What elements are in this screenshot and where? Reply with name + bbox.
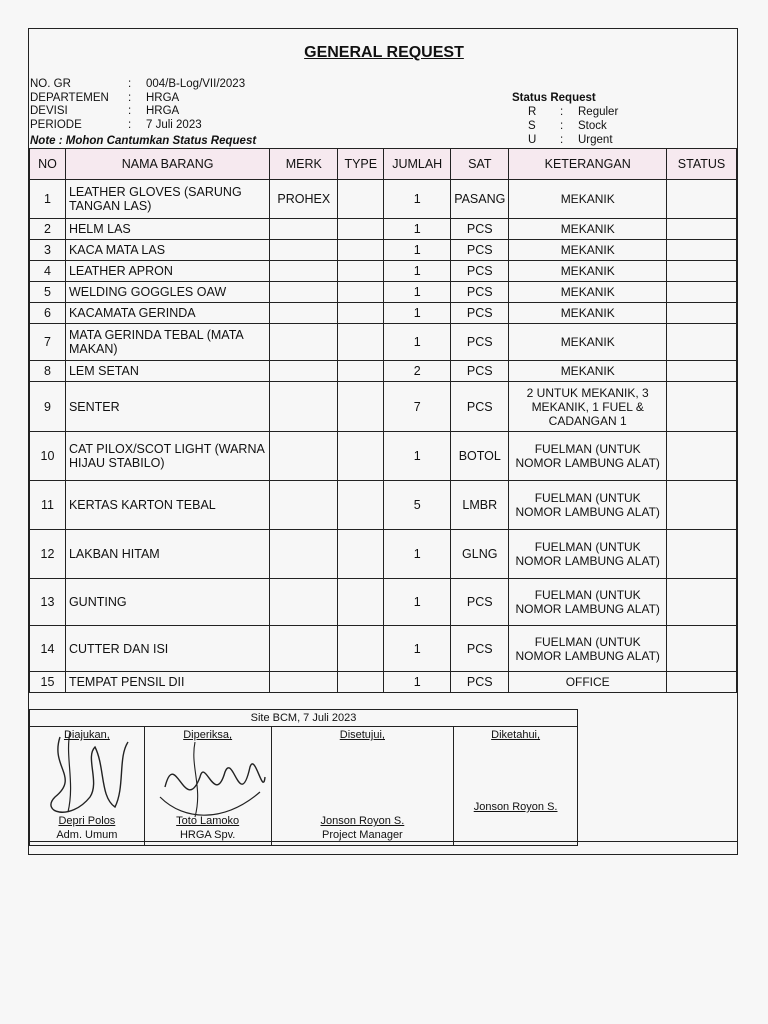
col-header-jumlah: JUMLAH (384, 149, 451, 180)
cell-nama-barang: LEATHER APRON (65, 261, 269, 282)
table-row (30, 303, 737, 324)
cell-no: 13 (30, 579, 66, 626)
col-header-sat: SAT (451, 149, 509, 180)
cell-no: 9 (30, 382, 66, 432)
cell-keterangan: MEKANIK (509, 303, 667, 324)
table-row (30, 382, 737, 432)
cell-nama-barang: CUTTER DAN ISI (65, 626, 269, 672)
note-text: Note : Mohon Cantumkan Status Request (30, 135, 257, 147)
cell-status (667, 361, 737, 382)
cell-no: 7 (30, 324, 66, 361)
cell-sat: PCS (451, 303, 509, 324)
cell-nama-barang: HELM LAS (65, 219, 269, 240)
status-option: U : Urgent (528, 134, 613, 146)
cell-no: 11 (30, 481, 66, 530)
cell-merk (270, 324, 338, 361)
cell-type (338, 481, 384, 530)
cell-nama-barang: WELDING GOGGLES OAW (65, 282, 269, 303)
cell-nama-barang: LEM SETAN (65, 361, 269, 382)
cell-keterangan: MEKANIK (509, 180, 667, 219)
cell-nama-barang: KACA MATA LAS (65, 240, 269, 261)
col-header-no: NO (30, 149, 66, 180)
cell-status (667, 324, 737, 361)
cell-no: 8 (30, 361, 66, 382)
cell-status (667, 180, 737, 219)
cell-nama-barang: KACAMATA GERINDA (65, 303, 269, 324)
cell-jumlah: 2 (384, 361, 451, 382)
cell-no: 3 (30, 240, 66, 261)
cell-type (338, 530, 384, 579)
table-row (30, 432, 737, 481)
cell-no: 1 (30, 180, 66, 219)
col-header-type: TYPE (338, 149, 384, 180)
signature-block-diketahui: Diketahui, Jonson Royon S. (454, 727, 578, 846)
table-row (30, 672, 737, 693)
cell-sat: PCS (451, 219, 509, 240)
cell-keterangan: FUELMAN (UNTUK NOMOR LAMBUNG ALAT) (509, 626, 667, 672)
cell-sat: BOTOL (451, 432, 509, 481)
cell-no: 10 (30, 432, 66, 481)
cell-merk (270, 219, 338, 240)
cell-jumlah: 7 (384, 382, 451, 432)
cell-keterangan: MEKANIK (509, 324, 667, 361)
cell-type (338, 282, 384, 303)
cell-sat: PCS (451, 579, 509, 626)
items-table (29, 148, 737, 693)
cell-type (338, 432, 384, 481)
col-header-status: STATUS (667, 149, 737, 180)
request-meta (30, 78, 245, 132)
cell-status (667, 530, 737, 579)
cell-jumlah: 1 (384, 240, 451, 261)
cell-merk (270, 579, 338, 626)
cell-jumlah: 1 (384, 579, 451, 626)
cell-type (338, 261, 384, 282)
signature-block-diajukan: Diajukan, Depri Polos Adm. Umum (30, 727, 145, 846)
cell-nama-barang: LAKBAN HITAM (65, 530, 269, 579)
table-row (30, 579, 737, 626)
table-row (30, 180, 737, 219)
cell-jumlah: 5 (384, 481, 451, 530)
cell-status (667, 672, 737, 693)
cell-type (338, 672, 384, 693)
cell-type (338, 180, 384, 219)
cell-nama-barang: LEATHER GLOVES (SARUNG TANGAN LAS) (65, 180, 269, 219)
cell-jumlah: 1 (384, 432, 451, 481)
cell-merk: PROHEX (270, 180, 338, 219)
table-row (30, 219, 737, 240)
table-row (30, 530, 737, 579)
cell-merk (270, 530, 338, 579)
cell-keterangan: FUELMAN (UNTUK NOMOR LAMBUNG ALAT) (509, 579, 667, 626)
cell-status (667, 240, 737, 261)
cell-status (667, 303, 737, 324)
table-row (30, 361, 737, 382)
cell-keterangan: MEKANIK (509, 219, 667, 240)
cell-nama-barang: KERTAS KARTON TEBAL (65, 481, 269, 530)
meta-row: DEVISI : HRGA (30, 105, 180, 117)
table-row (30, 481, 737, 530)
cell-keterangan: 2 UNTUK MEKANIK, 3 MEKANIK, 1 FUEL & CADANGAN 1 (509, 382, 667, 432)
cell-type (338, 626, 384, 672)
cell-status (667, 579, 737, 626)
cell-nama-barang: SENTER (65, 382, 269, 432)
cell-jumlah: 1 (384, 303, 451, 324)
meta-row: NO. GR : 004/B-Log/VII/2023 (30, 78, 246, 90)
cell-jumlah: 1 (384, 261, 451, 282)
cell-jumlah: 1 (384, 626, 451, 672)
cell-sat: LMBR (451, 481, 509, 530)
cell-keterangan: MEKANIK (509, 261, 667, 282)
cell-jumlah: 1 (384, 530, 451, 579)
cell-sat: PCS (451, 282, 509, 303)
table-row (30, 324, 737, 361)
cell-jumlah: 1 (384, 282, 451, 303)
col-header-merk: MERK (270, 149, 338, 180)
cell-status (667, 481, 737, 530)
cell-merk (270, 240, 338, 261)
cell-sat: PCS (451, 361, 509, 382)
cell-sat: PCS (451, 672, 509, 693)
cell-no: 12 (30, 530, 66, 579)
cell-type (338, 240, 384, 261)
cell-no: 15 (30, 672, 66, 693)
status-request-title: Status Request (512, 92, 596, 104)
signature-block-disetujui: Disetujui, Jonson Royon S. Project Manager (271, 727, 454, 846)
cell-status (667, 626, 737, 672)
cell-nama-barang: MATA GERINDA TEBAL (MATA MAKAN) (65, 324, 269, 361)
cell-type (338, 579, 384, 626)
cell-keterangan: MEKANIK (509, 361, 667, 382)
cell-sat: GLNG (451, 530, 509, 579)
table-row (30, 626, 737, 672)
cell-sat: PCS (451, 324, 509, 361)
cell-status (667, 219, 737, 240)
status-request-legend (512, 91, 618, 147)
handwritten-signature (145, 727, 272, 845)
meta-row: DEPARTEMEN : HRGA (30, 91, 180, 104)
cell-sat: PCS (451, 261, 509, 282)
cell-keterangan: FUELMAN (UNTUK NOMOR LAMBUNG ALAT) (509, 530, 667, 579)
cell-merk (270, 282, 338, 303)
signature-table (29, 709, 578, 846)
cell-nama-barang: TEMPAT PENSIL DII (65, 672, 269, 693)
cell-no: 2 (30, 219, 66, 240)
document-title: GENERAL REQUEST (304, 44, 464, 61)
handwritten-signature (30, 727, 145, 845)
cell-status (667, 282, 737, 303)
status-option: R : Reguler (528, 106, 619, 118)
cell-no: 6 (30, 303, 66, 324)
cell-no: 14 (30, 626, 66, 672)
cell-type (338, 361, 384, 382)
cell-sat: PASANG (451, 180, 509, 219)
signature-date: Site BCM, 7 Juli 2023 (30, 710, 578, 727)
table-row (30, 240, 737, 261)
cell-no: 5 (30, 282, 66, 303)
meta-row: PERIODE : 7 Juli 2023 (30, 118, 202, 131)
table-row (30, 261, 737, 282)
cell-merk (270, 481, 338, 530)
cell-jumlah: 1 (384, 324, 451, 361)
cell-status (667, 432, 737, 481)
cell-status (667, 261, 737, 282)
signature-block-diperiksa: Diperiksa, Toto Lamoko HRGA Spv. (144, 727, 271, 846)
col-header-keterangan: KETERANGAN (509, 149, 667, 180)
cell-merk (270, 432, 338, 481)
cell-merk (270, 303, 338, 324)
cell-keterangan: FUELMAN (UNTUK NOMOR LAMBUNG ALAT) (509, 481, 667, 530)
cell-merk (270, 382, 338, 432)
cell-merk (270, 626, 338, 672)
cell-merk (270, 361, 338, 382)
cell-type (338, 324, 384, 361)
cell-status (667, 382, 737, 432)
cell-nama-barang: GUNTING (65, 579, 269, 626)
cell-no: 4 (30, 261, 66, 282)
cell-keterangan: MEKANIK (509, 240, 667, 261)
cell-type (338, 219, 384, 240)
status-option: S : Stock (528, 120, 607, 132)
cell-keterangan: OFFICE (509, 672, 667, 693)
cell-sat: PCS (451, 382, 509, 432)
cell-merk (270, 261, 338, 282)
cell-merk (270, 672, 338, 693)
bottom-rule (29, 841, 737, 842)
cell-jumlah: 1 (384, 219, 451, 240)
table-row (30, 282, 737, 303)
cell-type (338, 303, 384, 324)
col-header-nama-barang: NAMA BARANG (65, 149, 269, 180)
cell-keterangan: FUELMAN (UNTUK NOMOR LAMBUNG ALAT) (509, 432, 667, 481)
cell-sat: PCS (451, 240, 509, 261)
cell-jumlah: 1 (384, 180, 451, 219)
cell-nama-barang: CAT PILOX/SCOT LIGHT (WARNA HIJAU STABILO) (65, 432, 269, 481)
cell-keterangan: MEKANIK (509, 282, 667, 303)
table-header-row (30, 149, 737, 180)
cell-type (338, 382, 384, 432)
cell-jumlah: 1 (384, 672, 451, 693)
cell-sat: PCS (451, 626, 509, 672)
